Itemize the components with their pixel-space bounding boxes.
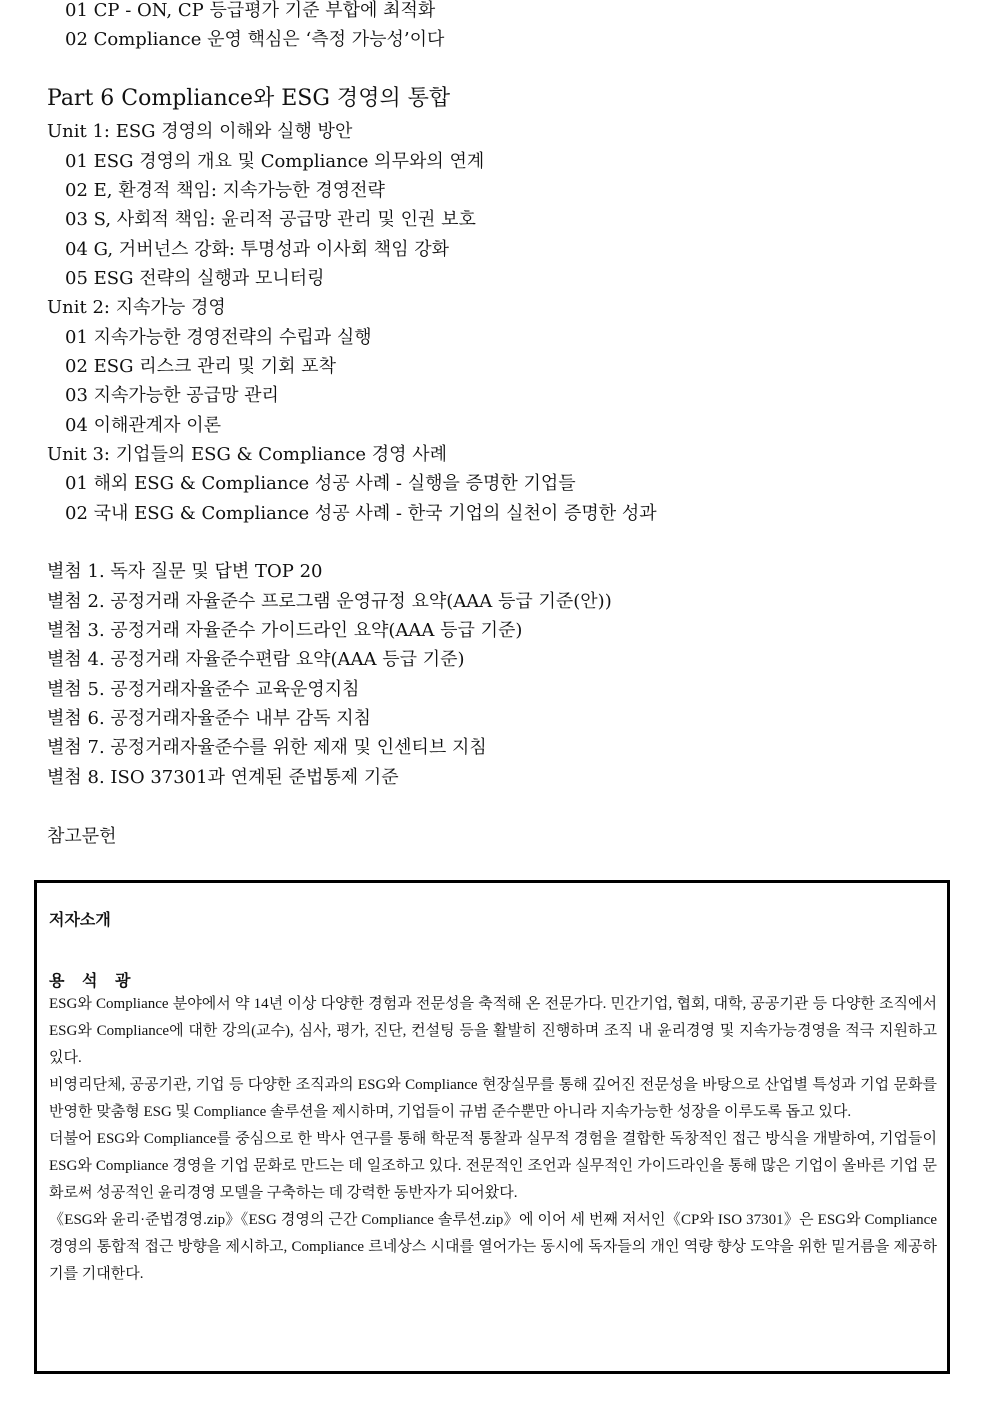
author-paragraph: 《ESG와 윤리·준법경영.zip》《ESG 경영의 근간 Compliance 솔루션.zip》에 이어 세 번째 저서인《CP와 ISO 37301》은 ESG와 Compliance 경영의 통합적 접근 방향을 제시하고, Compliance 르네상스 시대를 열어가는 동시에 독자들의 개인 역량 향상 도약을 위한 밑거름을 제공하기를 기대한다.: [49, 1212, 937, 1282]
author-paragraph: 더불어 ESG와 Compliance를 중심으로 한 박사 연구를 통해 학문적 통찰과 실무적 경험을 결합한 독창적인 접근 방식을 개발하여, 기업들이 ESG와 Compliance 경영을 기업 문화로 만드는 데 일조하고 있다. 전문적인 조언과 실무적인 가이드라인을 통해 많은 기업이 올바른 기업 문화로써 성공적인 윤리경영 모델을 구축하는 데 강력한 동반자가 되어왔다.: [49, 1131, 937, 1201]
toc-item: 01 해외 ESG & Compliance 성공 사례 - 실행을 증명한 기업들: [65, 473, 576, 494]
author-paragraph: ESG와 Compliance 분야에서 약 14년 이상 다양한 경험과 전문성을 축적해 온 전문가다. 민간기업, 협회, 대학, 공공기관 등 다양한 조직에서 ESG와 Compliance에 대한 강의(교수), 심사, 평가, 진단, 컨설팅 등을 활발히 진행하며 조직 내 윤리경영 및 지속가능경영을 적극 지원하고 있다.: [49, 996, 937, 1066]
toc-item: 03 S, 사회적 책임: 윤리적 공급망 관리 및 인권 보호: [65, 209, 476, 230]
author-paragraph: 비영리단체, 공공기관, 기업 등 다양한 조직과의 ESG와 Compliance 현장실무를 통해 깊어진 전문성을 바탕으로 산업별 특성과 기업 문화를 반영한 맞춤형 ESG 및 Compliance 솔루션을 제시하며, 기업들이 규범 준수뿐만 아니라 지속가능한 성장을 이루도록 돕고 있다.: [49, 1077, 937, 1120]
toc-item: 02 국내 ESG & Compliance 성공 사례 - 한국 기업의 실천이 증명한 성과: [65, 503, 657, 524]
author-heading: 저자소개: [49, 910, 111, 929]
unit-title: Unit 2: 지속가능 경영: [47, 297, 226, 318]
appendix-item: 별첨 8. ISO 37301과 연계된 준법통제 기준: [47, 767, 399, 788]
references-heading: 참고문헌: [47, 826, 117, 847]
unit-title: Unit 1: ESG 경영의 이해와 실행 방안: [47, 121, 353, 142]
part-title: Part 6 Compliance와 ESG 경영의 통합: [47, 86, 451, 111]
appendix-item: 별첨 5. 공정거래자율준수 교육운영지침: [47, 679, 360, 700]
toc-item: 01 ESG 경영의 개요 및 Compliance 의무와의 연계: [65, 151, 485, 172]
toc-item: 01 CP - ON, CP 등급평가 기준 부합에 최적화: [65, 0, 436, 21]
appendix-item: 별첨 4. 공정거래 자율준수편람 요약(AAA 등급 기준): [47, 649, 465, 670]
appendix-item: 별첨 2. 공정거래 자율준수 프로그램 운영규정 요약(AAA 등급 기준(안)): [47, 591, 612, 612]
toc-item: 05 ESG 전략의 실행과 모니터링: [65, 268, 325, 289]
toc-item: 02 E, 환경적 책임: 지속가능한 경영전략: [65, 180, 385, 201]
unit-title: Unit 3: 기업들의 ESG & Compliance 경영 사례: [47, 444, 448, 465]
appendix-item: 별첨 1. 독자 질문 및 답변 TOP 20: [47, 561, 323, 582]
appendix-item: 별첨 7. 공정거래자율준수를 위한 제재 및 인센티브 지침: [47, 737, 487, 758]
appendix-item: 별첨 3. 공정거래 자율준수 가이드라인 요약(AAA 등급 기준): [47, 620, 523, 641]
toc-item: 01 지속가능한 경영전략의 수립과 실행: [65, 327, 372, 348]
author-name: 용 석 광: [49, 971, 137, 990]
toc-item: 02 Compliance 운영 핵심은 ‘측정 가능성’이다: [65, 29, 445, 50]
toc-item: 02 ESG 리스크 관리 및 기회 포착: [65, 356, 336, 377]
author-introduction-box: [34, 880, 950, 1374]
toc-item: 04 이해관계자 이론: [65, 415, 222, 436]
toc-item: 03 지속가능한 공급망 관리: [65, 385, 279, 406]
toc-item: 04 G, 거버넌스 강화: 투명성과 이사회 책임 강화: [65, 239, 450, 260]
appendix-item: 별첨 6. 공정거래자율준수 내부 감독 지침: [47, 708, 371, 729]
